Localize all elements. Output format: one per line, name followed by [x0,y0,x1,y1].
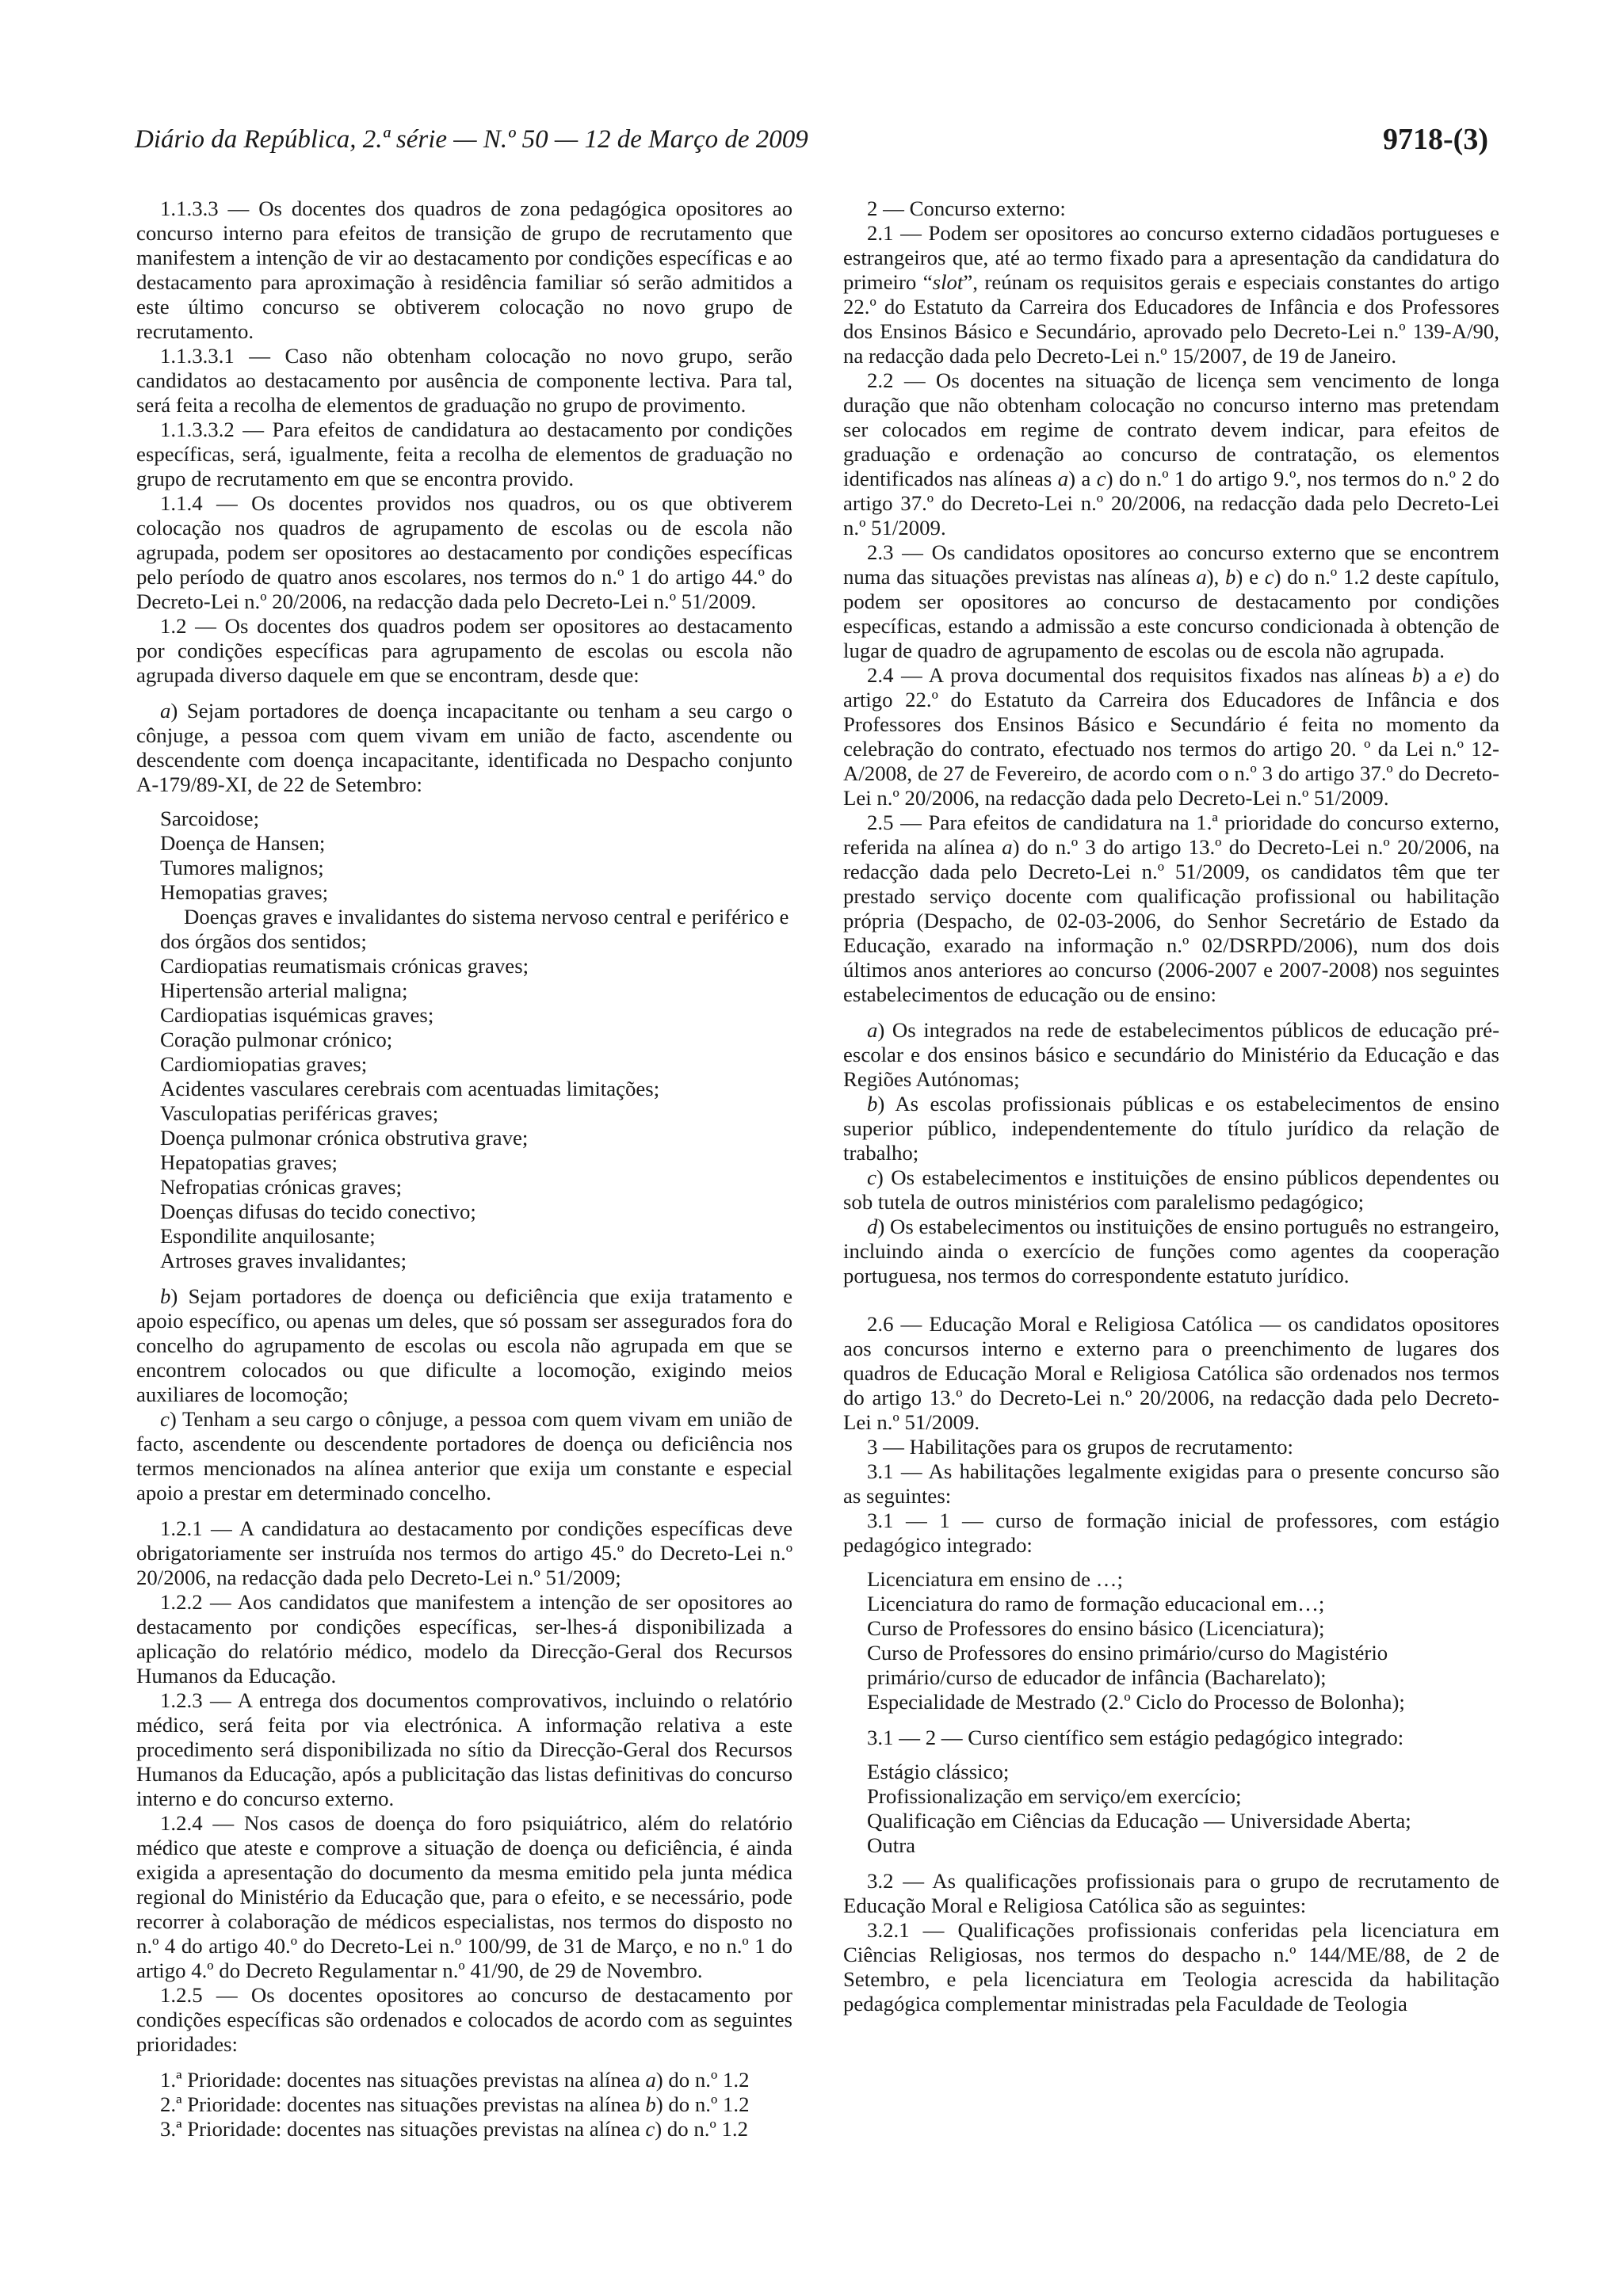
course-item: Outra [867,1833,916,1857]
paragraph: 1.2 — Os docentes dos quadros podem ser opositores ao destacamento por condições específicas para agrupamento de escolas ou escola não agrupada diverso daquele em que se encontram, desde que: [136,614,792,687]
list-item: a) Os integrados na rede de estabelecimentos públicos de educação pré-escolar e dos ensinos básico e secundário do Ministério da Educação e das Regiões Autónomas; [843,1018,1499,1091]
paragraph: 3.1 — 1 — curso de formação inicial de professores, com estágio pedagógico integrado: [843,1508,1499,1557]
disease-item: Doenças difusas do tecido conectivo; [160,1199,476,1223]
course-list-2 [843,1760,1499,1858]
disease-item: Tumores malignos; [160,856,324,879]
list-item: c) Os estabelecimentos e instituições de ensino públicos dependentes ou sob tutela de outros ministérios com paralelismo pedagógico; [843,1165,1499,1214]
course-item: Qualificação em Ciências da Educação — Universidade Aberta; [867,1809,1411,1833]
paragraph: 3.2.1 — Qualificações profissionais conferidas pela licenciatura em Ciências Religiosas, nos termos do despacho n.º 144/ME/88, de 2 de Setembro, e pela licenciatura em Teologia acrescida da habilitação pedagógica complementar ministradas pela Faculdade de Teologia [843,1918,1499,2016]
list-item: d) Os estabelecimentos ou instituições de ensino português no estrangeiro, incluindo ainda o exercício de funções como agentes da cooperação portuguesa, nos termos do correspondente estatuto jurídico. [843,1215,1499,1287]
disease-item: Cardiopatias isquémicas graves; [160,1003,434,1027]
disease-item: Sarcoidose; [160,807,260,830]
paragraph: 1.2.2 — Aos candidatos que manifestem a intenção de ser opositores ao destacamento por condições específicas, ser-lhes-á disponibilizada a aplicação do relatório médico, modelo da Direcção-Geral dos Recursos Humanos da Educação. [136,1590,792,1688]
course-item: Curso de Professores do ensino primário/curso do Magistério primário/curso de educador de infância (Bacharelato); [867,1641,1388,1689]
left-column [136,196,792,2142]
disease-list [136,807,792,1273]
course-item: Licenciatura em ensino de …; [867,1567,1123,1591]
paragraph: 1.1.4 — Os docentes providos nos quadros, ou os que obtiverem colocação nos quadros de agrupamento de escolas ou de escola não agrupada, podem ser opositores ao destacamento por condições específicas pelo período de quatro anos escolares, nos termos do n.º 1 do artigo 44.º do Decreto-Lei n.º 20/2006, na redacção dada pelo Decreto-Lei n.º 51/2009. [136,491,792,613]
page-number: 9718-(3) [1383,123,1488,156]
course-item: Curso de Professores do ensino básico (Licenciatura); [867,1616,1325,1640]
course-item: Profissionalização em serviço/em exercício; [867,1784,1242,1808]
paragraph: 2.3 — Os candidatos opositores ao concurso externo que se encontrem numa das situações previstas nas alíneas a), b) e c) do n.º 1.2 deste capítulo, podem ser opositores ao concurso de destacamento por condições específicas, estando a admissão a este concurso condicionada à obtenção de lugar de quadro de agrupamento de escolas ou de escola não agrupada. [843,540,1499,662]
disease-item: Vasculopatias periféricas graves; [160,1101,439,1125]
course-list [843,1567,1499,1714]
paragraph: 3.1 — As habilitações legalmente exigidas para o presente concurso são as seguintes: [843,1459,1499,1508]
disease-item: Doença pulmonar crónica obstrutiva grave; [160,1126,529,1150]
paragraph: 2.5 — Para efeitos de candidatura na 1.ª prioridade do concurso externo, referida na alínea a) do n.º 3 do artigo 13.º do Decreto-Lei n.º 20/2006, na redacção dada pelo Decreto-Lei n.º 51/2009, os candidatos têm que ter prestado serviço docente com qualificação profissional ou habilitação própria (Despacho, de 02-03-2006, do Senhor Secretário de Estado da Educação, exarado na informação n.º 02/DSRPD/2006), num dos dois últimos anos anteriores ao concurso (2006-2007 e 2007-2008) nos seguintes estabelecimentos de educação ou de ensino: [843,810,1499,1006]
disease-item: Hipertensão arterial maligna; [160,978,408,1002]
course-item: Especialidade de Mestrado (2.º Ciclo do Processo de Bolonha); [867,1690,1405,1714]
disease-item: Hepatopatias graves; [160,1150,338,1174]
section-heading: 2 — Concurso externo: [867,196,1066,220]
paragraph: 1.1.3.3.1 — Caso não obtenham colocação no novo grupo, serão candidatos ao destacamento por ausência de componente lectiva. Para tal, será feita a recolha de elementos de graduação no grupo de provimento. [136,344,792,417]
page-header [135,125,1488,173]
disease-item: Hemopatias graves; [160,880,329,904]
list-item-b: b) Sejam portadores de doença ou deficiência que exija tratamento e apoio específico, ou apenas um deles, que só possam ser assegurados fora do concelho do agrupamento de escolas ou escola não agrupada em que se encontrem colocados ou que dificulte a locomoção, exigindo meios auxiliares de locomoção; [136,1284,792,1406]
paragraph: 2.6 — Educação Moral e Religiosa Católica — os candidatos opositores aos concursos interno e externo para o preenchimento de lugares dos quadros de Educação Moral e Religiosa Católica são ordenados nos termos do artigo 13.º do Decreto-Lei n.º 20/2006, na redacção dada pelo Decreto-Lei n.º 51/2009. [843,1312,1499,1434]
paragraph: 1.2.1 — A candidatura ao destacamento por condições específicas deve obrigatoriamente ser instruída nos termos do artigo 45.º do Decreto-Lei n.º 20/2006, na redacção dada pelo Decreto-Lei n.º 51/2009; [136,1516,792,1589]
paragraph: 3.2 — As qualificações profissionais para o grupo de recrutamento de Educação Moral e Religiosa Católica são as seguintes: [843,1869,1499,1917]
paragraph: 1.2.3 — A entrega dos documentos comprovativos, incluindo o relatório médico, será feita por via electrónica. A informação relativa a este procedimento será disponibilizada no sítio da Direcção-Geral dos Recursos Humanos da Educação, após a publicitação das listas definitivas do concurso interno e do concurso externo. [136,1688,792,1810]
section-heading: 3 — Habilitações para os grupos de recrutamento: [867,1435,1293,1459]
course-item: Estágio clássico; [867,1760,1010,1783]
disease-item: Doença de Hansen; [160,831,326,855]
right-column [843,196,1499,2016]
disease-item: Acidentes vasculares cerebrais com acentuadas limitações; [160,1077,660,1100]
paragraph: 1.1.3.3 — Os docentes dos quadros de zona pedagógica opositores ao concurso interno para efeitos de transição de grupo de recrutamento que manifestem a intenção de vir ao destacamento por condições específicas e ao destacamento para aproximação à residência familiar só serão admitidos a este último concurso se obtiverem colocação no novo grupo de recrutamento. [136,196,792,343]
disease-item: Cardiopatias reumatismais crónicas graves; [160,954,529,978]
list-item-c: c) Tenham a seu cargo o cônjuge, a pessoa com quem vivam em união de facto, ascendente ou descendente portadores de doença ou deficiência nos termos mencionados na alínea anterior que exija um constante e especial apoio a prestar em determinado concelho. [136,1407,792,1505]
priority-item: 1.ª Prioridade: docentes nas situações previstas na alínea a) do n.º 1.2 [160,2068,750,2092]
paragraph: 2.2 — Os docentes na situação de licença sem vencimento de longa duração que não obtenham colocação no concurso interno mas pretendam ser colocados em regime de contrato devem indicar, para efeitos de graduação e ordenação ao concurso de contratação, os elementos identificados nas alíneas a) a c) do n.º 1 do artigo 9.º, nos termos do n.º 2 do artigo 37.º do Decreto-Lei n.º 20/2006, na redacção dada pelo Decreto-Lei n.º 51/2009. [843,368,1499,540]
course-item: Licenciatura do ramo de formação educacional em…; [867,1592,1325,1615]
disease-item: Doenças graves e invalidantes do sistema nervoso central e periférico e dos órgãos dos sentidos; [160,905,789,953]
paragraph: 1.2.5 — Os docentes opositores ao concurso de destacamento por condições específicas são ordenados e colocados de acordo com as seguintes prioridades: [136,1983,792,2056]
priority-item: 2.ª Prioridade: docentes nas situações previstas na alínea b) do n.º 1.2 [160,2092,750,2116]
paragraph: 2.4 — A prova documental dos requisitos fixados nas alíneas b) a e) do artigo 22.º do Estatuto da Carreira dos Educadores de Infância e dos Professores dos Ensinos Básico e Secundário é feita no momento da celebração do contrato, efectuado nos termos do artigo 20. º da Lei n.º 12-A/2008, de 27 de Fevereiro, de acordo com o n.º 3 do artigo 37.º do Decreto-Lei n.º 20/2006, na redacção dada pelo Decreto-Lei n.º 51/2009. [843,663,1500,810]
disease-item: Espondilite anquilosante; [160,1224,376,1248]
paragraph: 2.1 — Podem ser opositores ao concurso externo cidadãos portugueses e estrangeiros que, até ao termo fixado para a apresentação da candidatura do primeiro “slot”, reúnam os requisitos gerais e especiais constantes do artigo 22.º do Estatuto da Carreira dos Educadores de Infância e dos Professores dos Ensinos Básico e Secundário, aprovado pelo Decreto-Lei n.º 139-A/90, na redacção dada pelo Decreto-Lei n.º 15/2007, de 19 de Janeiro. [843,221,1499,368]
publication-title: Diário da República, 2.ª série — N.º 50 — 12 de Março de 2009 [135,125,808,154]
priority-item: 3.ª Prioridade: docentes nas situações previstas na alínea c) do n.º 1.2 [160,2117,749,2141]
disease-item: Coração pulmonar crónico; [160,1028,393,1051]
list-item: b) As escolas profissionais públicas e os estabelecimentos de ensino superior público, independentemente do título jurídico da relação de trabalho; [843,1092,1499,1165]
disease-item: Artroses graves invalidantes; [160,1249,407,1272]
disease-item: Nefropatias crónicas graves; [160,1175,403,1199]
paragraph: 1.1.3.3.2 — Para efeitos de candidatura ao destacamento por condições específicas, será, igualmente, feita a recolha de elementos de graduação no grupo de recrutamento em que se encontra provido. [136,418,792,490]
disease-item: Cardiomiopatias graves; [160,1052,368,1076]
paragraph: 3.1 — 2 — Curso científico sem estágio pedagógico integrado: [867,1726,1404,1749]
list-item-a: a) Sejam portadores de doença incapacitante ou tenham a seu cargo o cônjuge, a pessoa com quem vivam em união de facto, ascendente ou descendente com doença incapacitante, identificada no Despacho conjunto A-179/89-XI, de 22 de Setembro: [136,699,792,796]
paragraph: 1.2.4 — Nos casos de doença do foro psiquiátrico, além do relatório médico que ateste e comprove a situação de doença ou deficiência, é ainda exigida a apresentação do documento da mesma emitido pela junta médica regional do Ministério da Educação que, para o efeito, e se necessário, pode recorrer à colaboração de médicos especialistas, nos termos do disposto no n.º 4 do artigo 40.º do Decreto-Lei n.º 100/99, de 31 de Março, e no n.º 1 do artigo 4.º do Decreto Regulamentar n.º 41/90, de 29 de Novembro. [136,1811,792,1982]
